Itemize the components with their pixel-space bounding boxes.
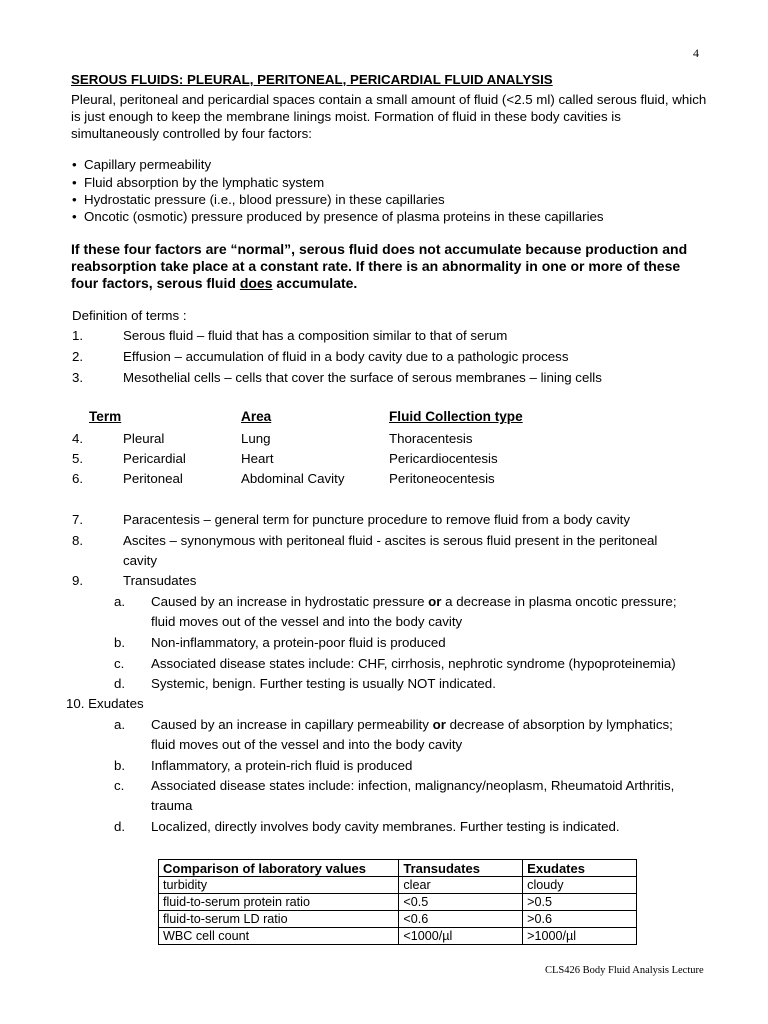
- bold-statement: [71, 241, 711, 292]
- term-row-area: Heart: [241, 451, 274, 466]
- sub-item-text: Non-inflammatory, a protein-poor fluid is produced: [151, 635, 446, 650]
- sub-item-text-part: decrease of absorption by lymphatics;: [445, 717, 673, 732]
- table-cell: fluid-to-serum protein ratio: [159, 894, 399, 911]
- transudates-heading: Transudates: [123, 573, 197, 588]
- table-cell: <0.5: [399, 894, 523, 911]
- sub-item-text: Associated disease states include: CHF, cirrhosis, nephrotic syndrome (hypoproteinemia): [151, 656, 676, 671]
- sub-item-text: [151, 594, 677, 609]
- page-number: 4: [693, 46, 699, 60]
- sub-item-letter: c.: [114, 778, 125, 793]
- bullet-icon: •: [72, 175, 77, 190]
- bold-statement-part2: accumulate.: [272, 275, 358, 291]
- page-footer: CLS426 Body Fluid Analysis Lecture: [545, 965, 704, 976]
- sub-item-letter: c.: [114, 656, 125, 671]
- comparison-table-header-row: [159, 860, 637, 877]
- table-cell: fluid-to-serum LD ratio: [159, 911, 399, 928]
- term-row-area: Abdominal Cavity: [241, 471, 345, 486]
- sub-item-text-part: a decrease in plasma oncotic pressure;: [441, 594, 677, 609]
- comparison-header-cell: Exudates: [523, 860, 637, 877]
- table-row: [159, 911, 637, 928]
- sub-item-text-continued: fluid moves out of the vessel and into the body cavity: [151, 614, 463, 629]
- comparison-table: [158, 859, 637, 945]
- definition-number: 3.: [72, 370, 84, 385]
- table-row: [159, 928, 637, 945]
- definition-text: Mesothelial cells – cells that cover the surface of serous membranes – lining cells: [123, 370, 602, 385]
- sub-item-text-continued: fluid moves out of the vessel and into the body cavity: [151, 737, 463, 752]
- factor-list-item: [72, 192, 445, 207]
- comparison-header-cell: Comparison of laboratory values: [159, 860, 399, 877]
- table-row: [159, 877, 637, 894]
- factor-text: Hydrostatic pressure (i.e., blood pressure) in these capillaries: [84, 192, 445, 207]
- table-cell: >0.6: [523, 911, 637, 928]
- term-row-collection: Peritoneocentesis: [389, 471, 495, 486]
- comparison-header-cell: Transudates: [399, 860, 523, 877]
- sub-item-text: Inflammatory, a protein-rich fluid is produced: [151, 758, 413, 773]
- term-row-collection: Pericardiocentesis: [389, 451, 498, 466]
- sub-item-letter: b.: [114, 758, 126, 773]
- collection-column-header: Fluid Collection type: [389, 409, 523, 424]
- table-cell: cloudy: [523, 877, 637, 894]
- factor-text: Fluid absorption by the lymphatic system: [84, 175, 325, 190]
- term-column-header: Term: [89, 409, 122, 424]
- bullet-icon: •: [72, 157, 77, 172]
- term-row-term: Pericardial: [123, 451, 186, 466]
- term-row-collection: Thoracentesis: [389, 431, 473, 446]
- table-cell: <1000/µl: [399, 928, 523, 945]
- bullet-icon: •: [72, 209, 77, 224]
- bold-statement-emphasis: does: [239, 275, 273, 291]
- sub-item-emphasis: or: [432, 717, 446, 732]
- factor-text: Capillary permeability: [84, 157, 212, 172]
- definition-number: 7.: [72, 512, 84, 527]
- factor-list-item: [72, 175, 324, 190]
- table-cell: turbidity: [159, 877, 399, 894]
- sub-item-text-continued: trauma: [151, 798, 193, 813]
- sub-item-text-part: Caused by an increase in capillary permeability: [151, 717, 433, 732]
- definition-text: Effusion – accumulation of fluid in a body cavity due to a pathologic process: [123, 349, 569, 364]
- bold-statement-part1: If these four factors are “normal”, serous fluid does not accumulate because production and reabsorption take place at a constant rate. If there is an abnormality in one or more of these four factors, serous fluid: [71, 241, 688, 291]
- term-row-number: 5.: [72, 451, 84, 466]
- table-row: [159, 894, 637, 911]
- sub-item-letter: d.: [114, 676, 126, 691]
- sub-item-letter: d.: [114, 819, 126, 834]
- factor-list-item: [72, 209, 604, 224]
- definitions-heading: Definition of terms :: [72, 308, 187, 323]
- sub-item-text: Localized, directly involves body cavity membranes. Further testing is indicated.: [151, 819, 620, 834]
- area-column-header: Area: [241, 409, 272, 424]
- table-cell: clear: [399, 877, 523, 894]
- definition-number: 9.: [72, 573, 84, 588]
- sub-item-letter: b.: [114, 635, 126, 650]
- table-cell: <0.6: [399, 911, 523, 928]
- table-cell: >1000/µl: [523, 928, 637, 945]
- sub-item-emphasis: or: [428, 594, 442, 609]
- term-row-number: 4.: [72, 431, 84, 446]
- definition-text: Paracentesis – general term for puncture procedure to remove fluid from a body cavity: [123, 512, 631, 527]
- sub-item-letter: a.: [114, 594, 126, 609]
- table-cell: WBC cell count: [159, 928, 399, 945]
- term-row-area: Lung: [241, 431, 271, 446]
- factor-text: Oncotic (osmotic) pressure produced by presence of plasma proteins in these capillaries: [84, 209, 604, 224]
- sub-item-text: [151, 717, 673, 732]
- term-row-term: Peritoneal: [123, 471, 183, 486]
- sub-item-text: Associated disease states include: infection, malignancy/neoplasm, Rheumatoid Arthritis,: [151, 778, 675, 793]
- term-row-term: Pleural: [123, 431, 165, 446]
- definition-number: 1.: [72, 328, 84, 343]
- page-title: SEROUS FLUIDS: PLEURAL, PERITONEAL, PERICARDIAL FLUID ANALYSIS: [71, 72, 553, 87]
- sub-item-text: Systemic, benign. Further testing is usually NOT indicated.: [151, 676, 496, 691]
- factor-list-item: [72, 157, 211, 172]
- term-row-number: 6.: [72, 471, 84, 486]
- definition-text: Serous fluid – fluid that has a composition similar to that of serum: [123, 328, 508, 343]
- bullet-icon: •: [72, 192, 77, 207]
- definition-number: 8.: [72, 533, 84, 548]
- exudates-heading: 10. Exudates: [66, 696, 144, 711]
- table-cell: >0.5: [523, 894, 637, 911]
- definition-text-continued: cavity: [123, 553, 157, 568]
- definition-number: 2.: [72, 349, 84, 364]
- definition-text: Ascites – synonymous with peritoneal fluid - ascites is serous fluid present in the peritoneal: [123, 533, 658, 548]
- sub-item-letter: a.: [114, 717, 126, 732]
- intro-paragraph: Pleural, peritoneal and pericardial spaces contain a small amount of fluid (<2.5 ml) called serous fluid, which is just enough to keep the membrane linings moist. Formation of fluid in these body cavities is simultaneously controlled by four factors:: [71, 92, 707, 141]
- sub-item-text-part: Caused by an increase in hydrostatic pressure: [151, 594, 429, 609]
